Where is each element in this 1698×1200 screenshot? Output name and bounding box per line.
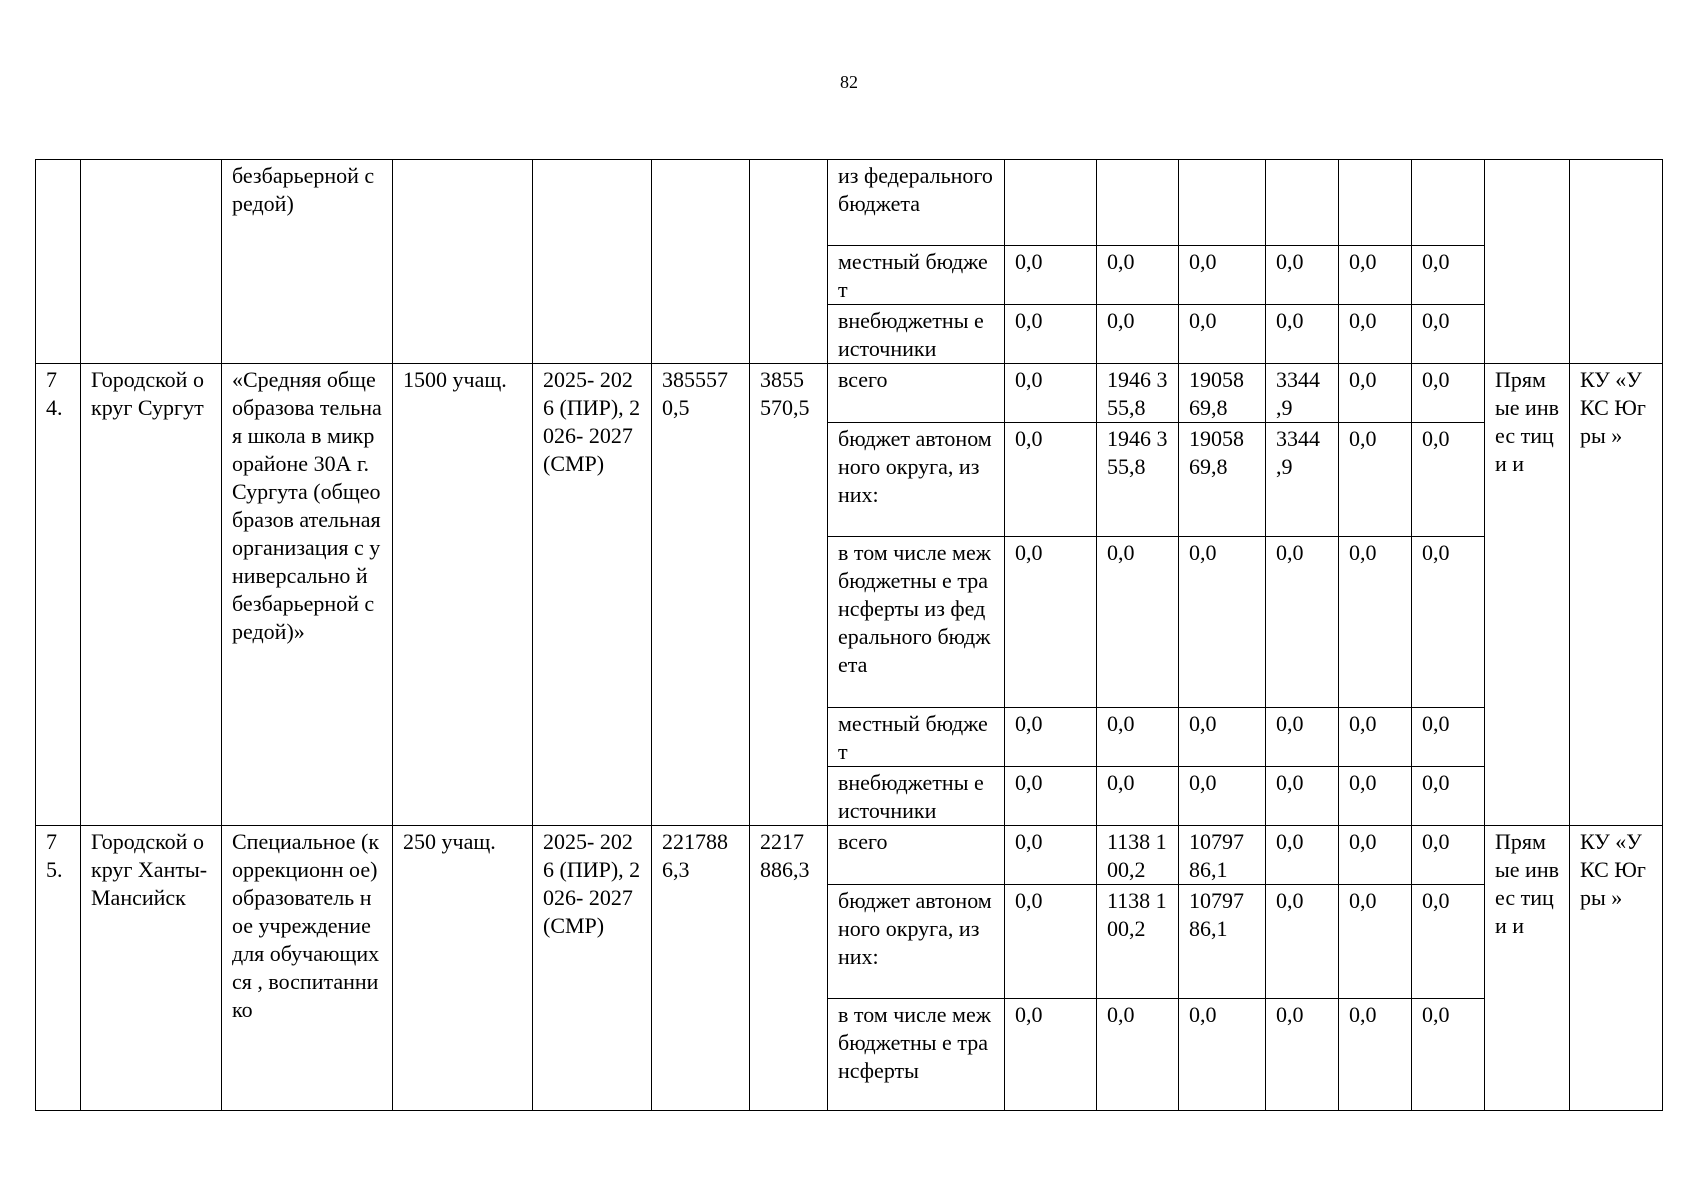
cell-value	[1412, 160, 1485, 246]
cell-value: 0,0	[1266, 767, 1339, 826]
cell-capacity: 250 учащ.	[393, 826, 533, 1111]
cell-source: местный бюджет	[828, 246, 1005, 305]
table-row	[36, 160, 1663, 246]
cell-value: 0,0	[1005, 885, 1097, 999]
cell-value: 0,0	[1179, 999, 1266, 1111]
cell-investment-type: Прям ые инвес тици и	[1485, 826, 1570, 1111]
cell-value: 3344 ,9	[1266, 423, 1339, 537]
cell-value: 0,0	[1005, 767, 1097, 826]
cell-period: 2025- 2026 (ПИР), 2026- 2027 (СМР)	[533, 364, 652, 826]
cell-value: 0,0	[1339, 423, 1412, 537]
cell-value: 0,0	[1412, 885, 1485, 999]
cell-source: в том числе межбюджетны е трансферты	[828, 999, 1005, 1111]
cell-value: 0,0	[1097, 767, 1179, 826]
cell-municipality: Городской округ Сургут	[81, 364, 222, 826]
cell-value: 0,0	[1005, 826, 1097, 885]
cell-investment-type: Прям ые инвес тици и	[1485, 364, 1570, 826]
cell-customer: КУ «УКС Югры »	[1570, 364, 1663, 826]
cell-value: 0,0	[1339, 999, 1412, 1111]
cell-value: 0,0	[1412, 364, 1485, 423]
cell-source: из федерального бюджета	[828, 160, 1005, 246]
cell-num: 7 4.	[36, 364, 81, 826]
cell-num	[36, 160, 81, 364]
cell-value: 0,0	[1339, 826, 1412, 885]
cell-value: 0,0	[1339, 537, 1412, 708]
cell-value: 10797 86,1	[1179, 885, 1266, 999]
cell-value: 0,0	[1097, 537, 1179, 708]
cell-value	[1005, 160, 1097, 246]
cell-value: 0,0	[1266, 246, 1339, 305]
cell-remaining: 2217 886,3	[750, 826, 828, 1111]
cell-value: 0,0	[1179, 767, 1266, 826]
cell-value	[1266, 160, 1339, 246]
cell-value: 0,0	[1412, 246, 1485, 305]
cell-value: 0,0	[1339, 708, 1412, 767]
cell-value: 0,0	[1412, 767, 1485, 826]
cell-value: 1138 100,2	[1097, 885, 1179, 999]
cell-capacity: 1500 учащ.	[393, 364, 533, 826]
cell-object: «Средняя общеобразова тельная школа в микрорайоне 30А г. Сургута (общеобразов ательная организация с универсально й безбарьерной средой)»	[222, 364, 393, 826]
cell-customer	[1570, 160, 1663, 364]
table-row	[36, 364, 1663, 423]
cell-value: 10797 86,1	[1179, 826, 1266, 885]
cell-value: 0,0	[1266, 708, 1339, 767]
cell-period	[533, 160, 652, 364]
cell-total-cost: 221788 6,3	[652, 826, 750, 1111]
cell-value: 0,0	[1097, 708, 1179, 767]
cell-value: 0,0	[1339, 885, 1412, 999]
cell-remaining: 3855 570,5	[750, 364, 828, 826]
cell-value: 0,0	[1266, 999, 1339, 1111]
cell-value: 0,0	[1412, 708, 1485, 767]
cell-value: 0,0	[1005, 708, 1097, 767]
cell-value: 0,0	[1412, 305, 1485, 364]
cell-source: бюджет автономного округа, из них:	[828, 885, 1005, 999]
cell-source: в том числе межбюджетны е трансферты из федерального бюджета	[828, 537, 1005, 708]
cell-value: 0,0	[1266, 537, 1339, 708]
cell-value: 0,0	[1339, 305, 1412, 364]
cell-value: 0,0	[1412, 537, 1485, 708]
cell-value: 0,0	[1179, 305, 1266, 364]
page-number: 82	[840, 72, 858, 92]
cell-total-cost: 385557 0,5	[652, 364, 750, 826]
cell-value: 19058 69,8	[1179, 364, 1266, 423]
cell-investment-type	[1485, 160, 1570, 364]
cell-value: 0,0	[1412, 999, 1485, 1111]
cell-value: 0,0	[1339, 246, 1412, 305]
cell-value: 0,0	[1005, 364, 1097, 423]
cell-value: 0,0	[1266, 305, 1339, 364]
cell-value: 0,0	[1005, 423, 1097, 537]
cell-municipality	[81, 160, 222, 364]
cell-value: 0,0	[1005, 537, 1097, 708]
cell-value: 0,0	[1339, 767, 1412, 826]
cell-source: местный бюджет	[828, 708, 1005, 767]
cell-value: 1946 355,8	[1097, 423, 1179, 537]
cell-object: безбарьерной средой)	[222, 160, 393, 364]
cell-value	[1097, 160, 1179, 246]
cell-value: 0,0	[1266, 885, 1339, 999]
funding-table	[35, 159, 1663, 1111]
cell-value: 0,0	[1005, 999, 1097, 1111]
cell-value: 0,0	[1412, 826, 1485, 885]
cell-value: 0,0	[1339, 364, 1412, 423]
cell-capacity	[393, 160, 533, 364]
cell-value	[1179, 160, 1266, 246]
cell-source: внебюджетны е источники	[828, 305, 1005, 364]
cell-total-cost	[652, 160, 750, 364]
cell-value: 1946 355,8	[1097, 364, 1179, 423]
cell-source: бюджет автономного округа, из них:	[828, 423, 1005, 537]
cell-value: 0,0	[1179, 708, 1266, 767]
cell-value: 3344 ,9	[1266, 364, 1339, 423]
cell-value: 1138 100,2	[1097, 826, 1179, 885]
cell-object: Специальное (коррекционн ое) образователь ное учреждение для обучающихся , воспитаннико	[222, 826, 393, 1111]
cell-value: 0,0	[1179, 537, 1266, 708]
cell-customer: КУ «УКС Югры »	[1570, 826, 1663, 1111]
cell-value: 0,0	[1097, 246, 1179, 305]
cell-value: 0,0	[1179, 246, 1266, 305]
cell-value: 0,0	[1097, 999, 1179, 1111]
cell-value: 0,0	[1097, 305, 1179, 364]
cell-num: 7 5.	[36, 826, 81, 1111]
cell-remaining	[750, 160, 828, 364]
cell-period: 2025- 2026 (ПИР), 2026- 2027 (СМР)	[533, 826, 652, 1111]
cell-municipality: Городской округ Ханты- Мансийск	[81, 826, 222, 1111]
cell-value	[1339, 160, 1412, 246]
cell-source: всего	[828, 364, 1005, 423]
cell-value: 0,0	[1412, 423, 1485, 537]
cell-value: 19058 69,8	[1179, 423, 1266, 537]
table-row	[36, 826, 1663, 885]
cell-value: 0,0	[1266, 826, 1339, 885]
cell-value: 0,0	[1005, 246, 1097, 305]
cell-source: внебюджетны е источники	[828, 767, 1005, 826]
cell-source: всего	[828, 826, 1005, 885]
cell-value: 0,0	[1005, 305, 1097, 364]
